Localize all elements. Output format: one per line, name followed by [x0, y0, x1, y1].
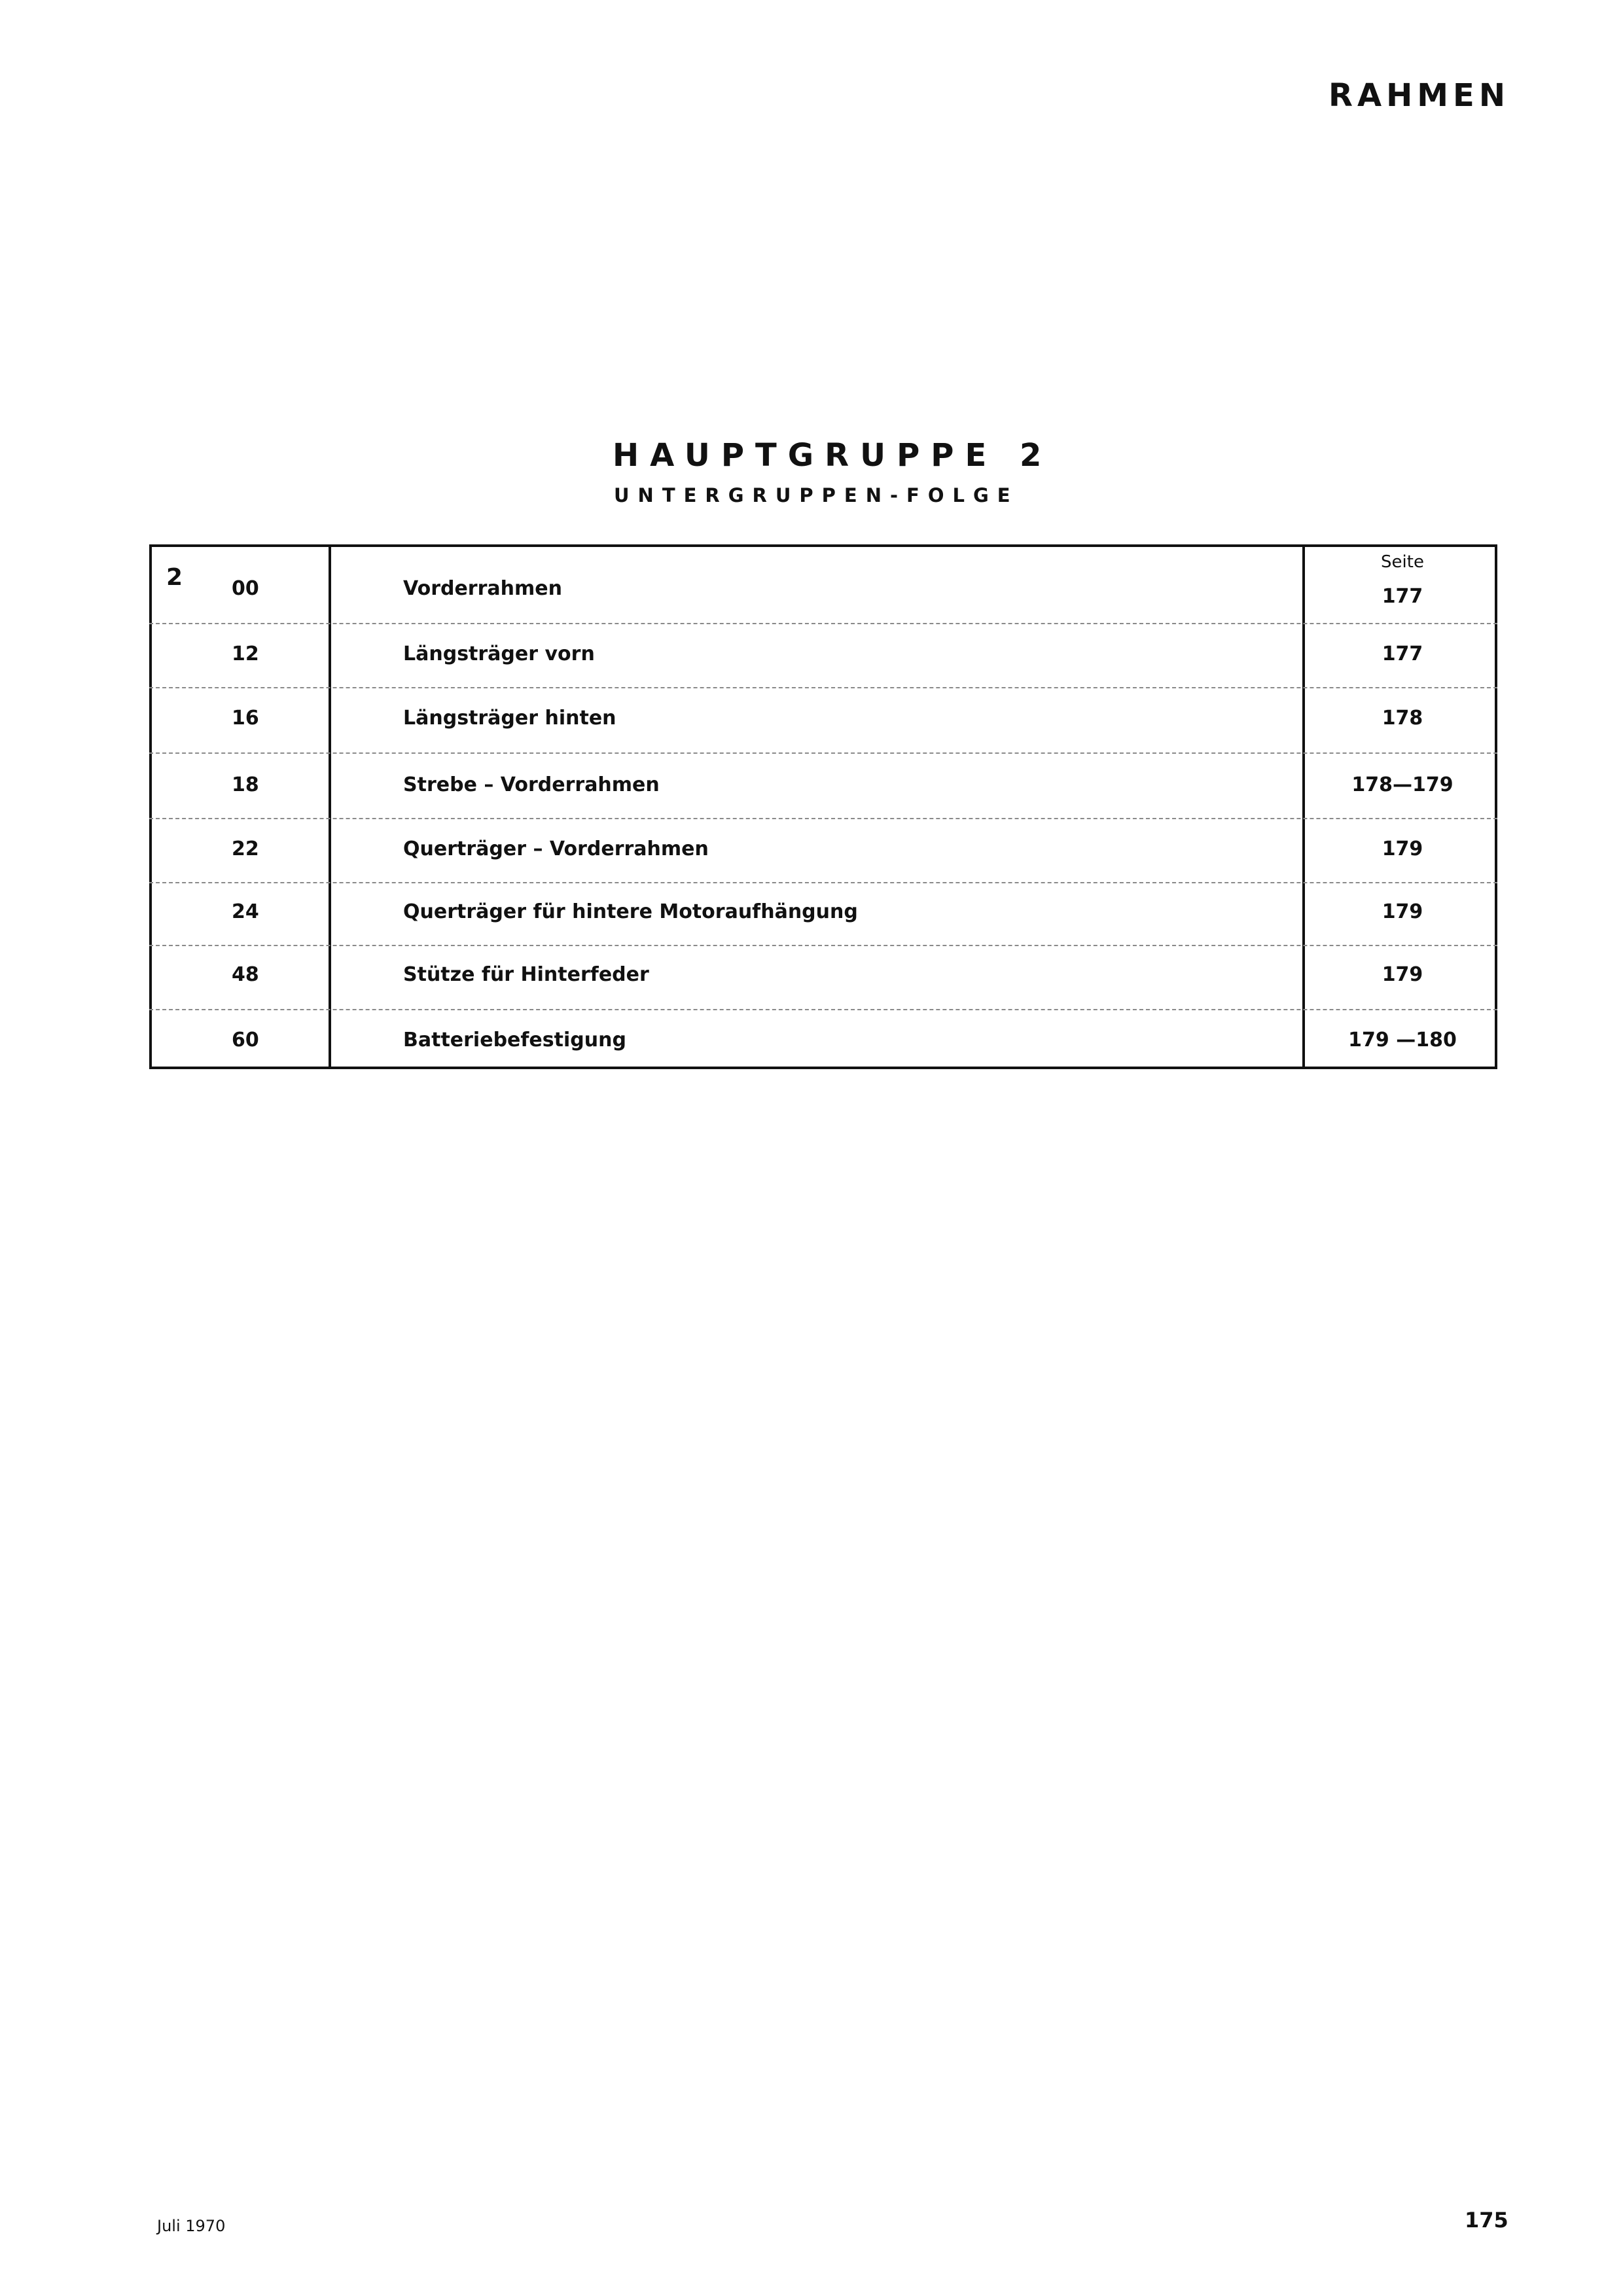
subgroup-code: 48: [232, 963, 259, 986]
page-reference: 179: [1382, 900, 1423, 923]
subgroup-code: 12: [232, 643, 259, 665]
subgroup-description: Vorderrahmen: [403, 577, 562, 600]
subgroup-description: Strebe – Vorderrahmen: [403, 773, 660, 796]
column-divider-page: [1302, 547, 1305, 1067]
row-separator: [149, 1009, 1497, 1010]
subgroup-code: 22: [232, 838, 259, 860]
subgroup-description: Längsträger hinten: [403, 707, 616, 730]
column-divider-code: [329, 547, 331, 1067]
table-border-right: [1495, 547, 1497, 1067]
subgroup-code: 60: [232, 1029, 259, 1051]
subgroup-description: Querträger für hintere Motoraufhängung: [403, 900, 858, 923]
page-title: HAUPTGRUPPE 2: [613, 437, 1053, 474]
row-separator: [149, 623, 1497, 624]
row-separator: [149, 945, 1497, 946]
subgroup-code: 00: [232, 577, 259, 600]
subgroup-code: 24: [232, 900, 259, 923]
page-subtitle: UNTERGRUPPEN-FOLGE: [614, 484, 1019, 506]
subgroup-description: Stütze für Hinterfeder: [403, 963, 649, 986]
subgroup-description: Batteriebefestigung: [403, 1029, 626, 1051]
footer-date: Juli 1970: [157, 2217, 226, 2235]
page-number: 175: [1465, 2208, 1508, 2233]
section-label: RAHMEN: [1329, 77, 1510, 114]
row-separator: [149, 752, 1497, 754]
subgroup-index-table: [149, 544, 1497, 1069]
table-border-left: [149, 547, 152, 1067]
page-column-header: Seite: [1381, 552, 1424, 572]
subgroup-description: Längsträger vorn: [403, 643, 595, 665]
page-reference: 178—179: [1351, 773, 1454, 796]
page-reference: 179 —180: [1348, 1029, 1457, 1051]
row-separator: [149, 882, 1497, 883]
row-separator: [149, 818, 1497, 819]
page-reference: 177: [1382, 643, 1423, 665]
page-reference: 178: [1382, 707, 1423, 730]
subgroup-description: Querträger – Vorderrahmen: [403, 838, 709, 860]
subgroup-code: 18: [232, 773, 259, 796]
page-reference: 179: [1382, 838, 1423, 860]
row-separator: [149, 687, 1497, 688]
subgroup-code: 16: [232, 707, 259, 730]
page-reference: 179: [1382, 963, 1423, 986]
group-number: 2: [166, 564, 183, 591]
page-reference: 177: [1382, 585, 1423, 608]
